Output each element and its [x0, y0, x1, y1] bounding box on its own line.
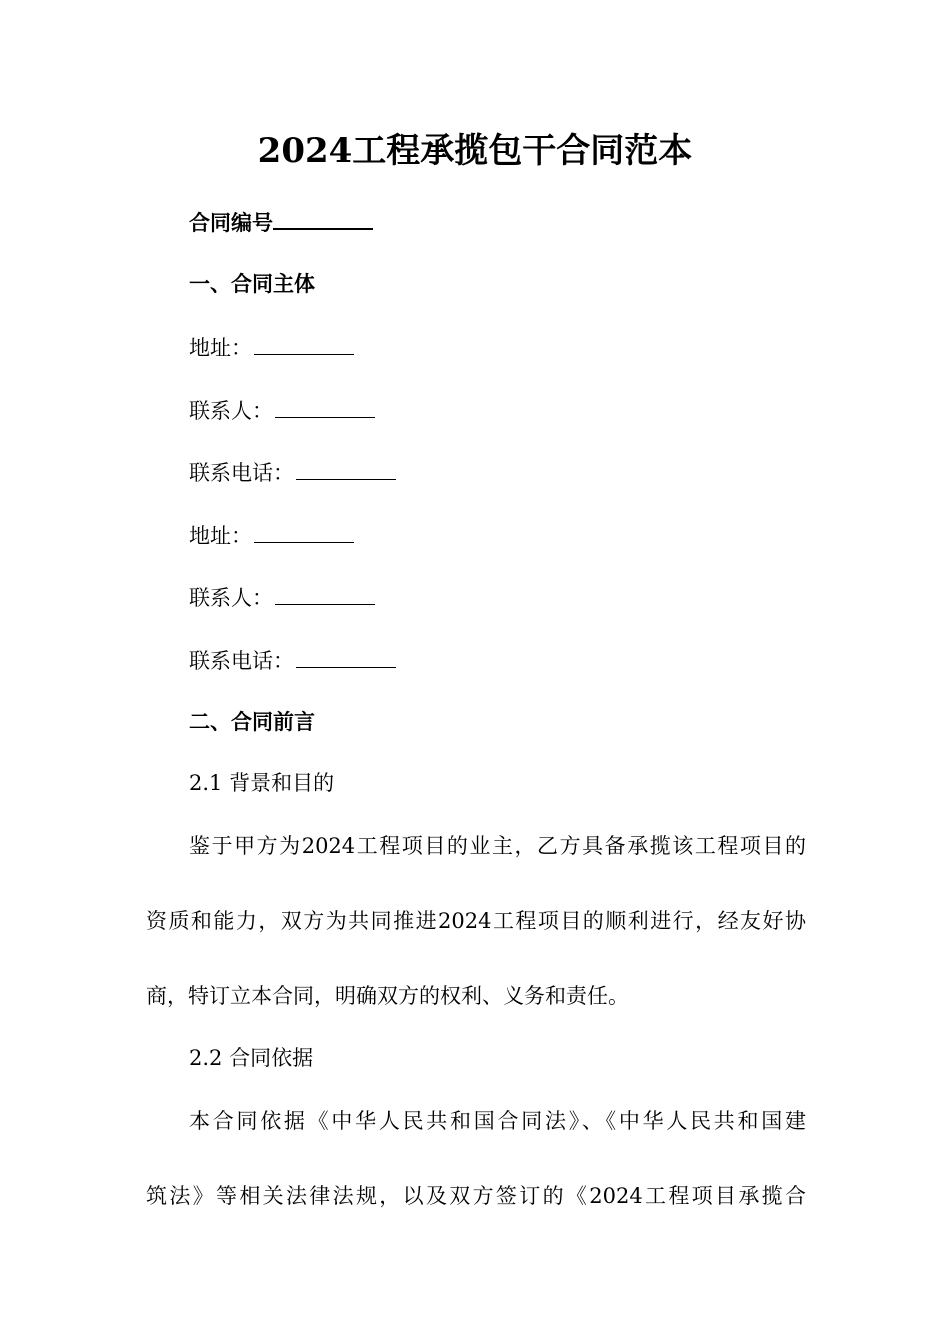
party-b-contact-label: 联系人： — [189, 586, 273, 610]
party-a-phone-row — [189, 461, 396, 484]
party-b-contact-row — [189, 586, 375, 609]
party-b-address-label: 地址： — [189, 524, 252, 548]
paragraph-line: 筑法》等相关法律法规，以及双方签订的《2024工程项目承揽合 — [146, 1184, 806, 1208]
party-b-phone-blank — [296, 649, 396, 668]
party-b-contact-blank — [275, 586, 375, 605]
paragraph-line: 本合同依据《中华人民共和国合同法》、《中华人民共和国建 — [189, 1109, 806, 1133]
subsection-2-2-heading: 2.2 合同依据 — [189, 1046, 314, 1070]
paragraph-line: 商，特订立本合同，明确双方的权利、义务和责任。 — [146, 984, 629, 1008]
section1-heading: 一、合同主体 — [189, 271, 315, 296]
paragraph-line: 资质和能力，双方为共同推进2024工程项目的顺利进行，经友好协 — [146, 909, 806, 933]
party-a-phone-blank — [296, 461, 396, 480]
party-a-contact-row — [189, 399, 375, 422]
party-b-address-row — [189, 524, 354, 547]
party-a-phone-label: 联系电话： — [189, 461, 294, 485]
party-a-contact-label: 联系人： — [189, 399, 273, 423]
party-a-address-row — [189, 336, 354, 359]
party-b-phone-label: 联系电话： — [189, 649, 294, 673]
subsection-2-1-heading: 2.1 背景和目的 — [189, 771, 335, 795]
contract-number-row — [189, 210, 373, 233]
document-title: 2024工程承揽包干合同范本 — [257, 131, 693, 171]
paragraph-line: 鉴于甲方为2024工程项目的业主，乙方具备承揽该工程项目的 — [189, 834, 806, 858]
party-a-address-blank — [254, 336, 354, 355]
party-b-phone-row — [189, 649, 396, 672]
party-a-contact-blank — [275, 399, 375, 418]
party-b-address-blank — [254, 524, 354, 543]
section2-heading: 二、合同前言 — [189, 709, 315, 734]
contract-number-label: 合同编号 — [189, 210, 273, 235]
contract-number-blank — [273, 210, 373, 230]
party-a-address-label: 地址： — [189, 336, 252, 360]
